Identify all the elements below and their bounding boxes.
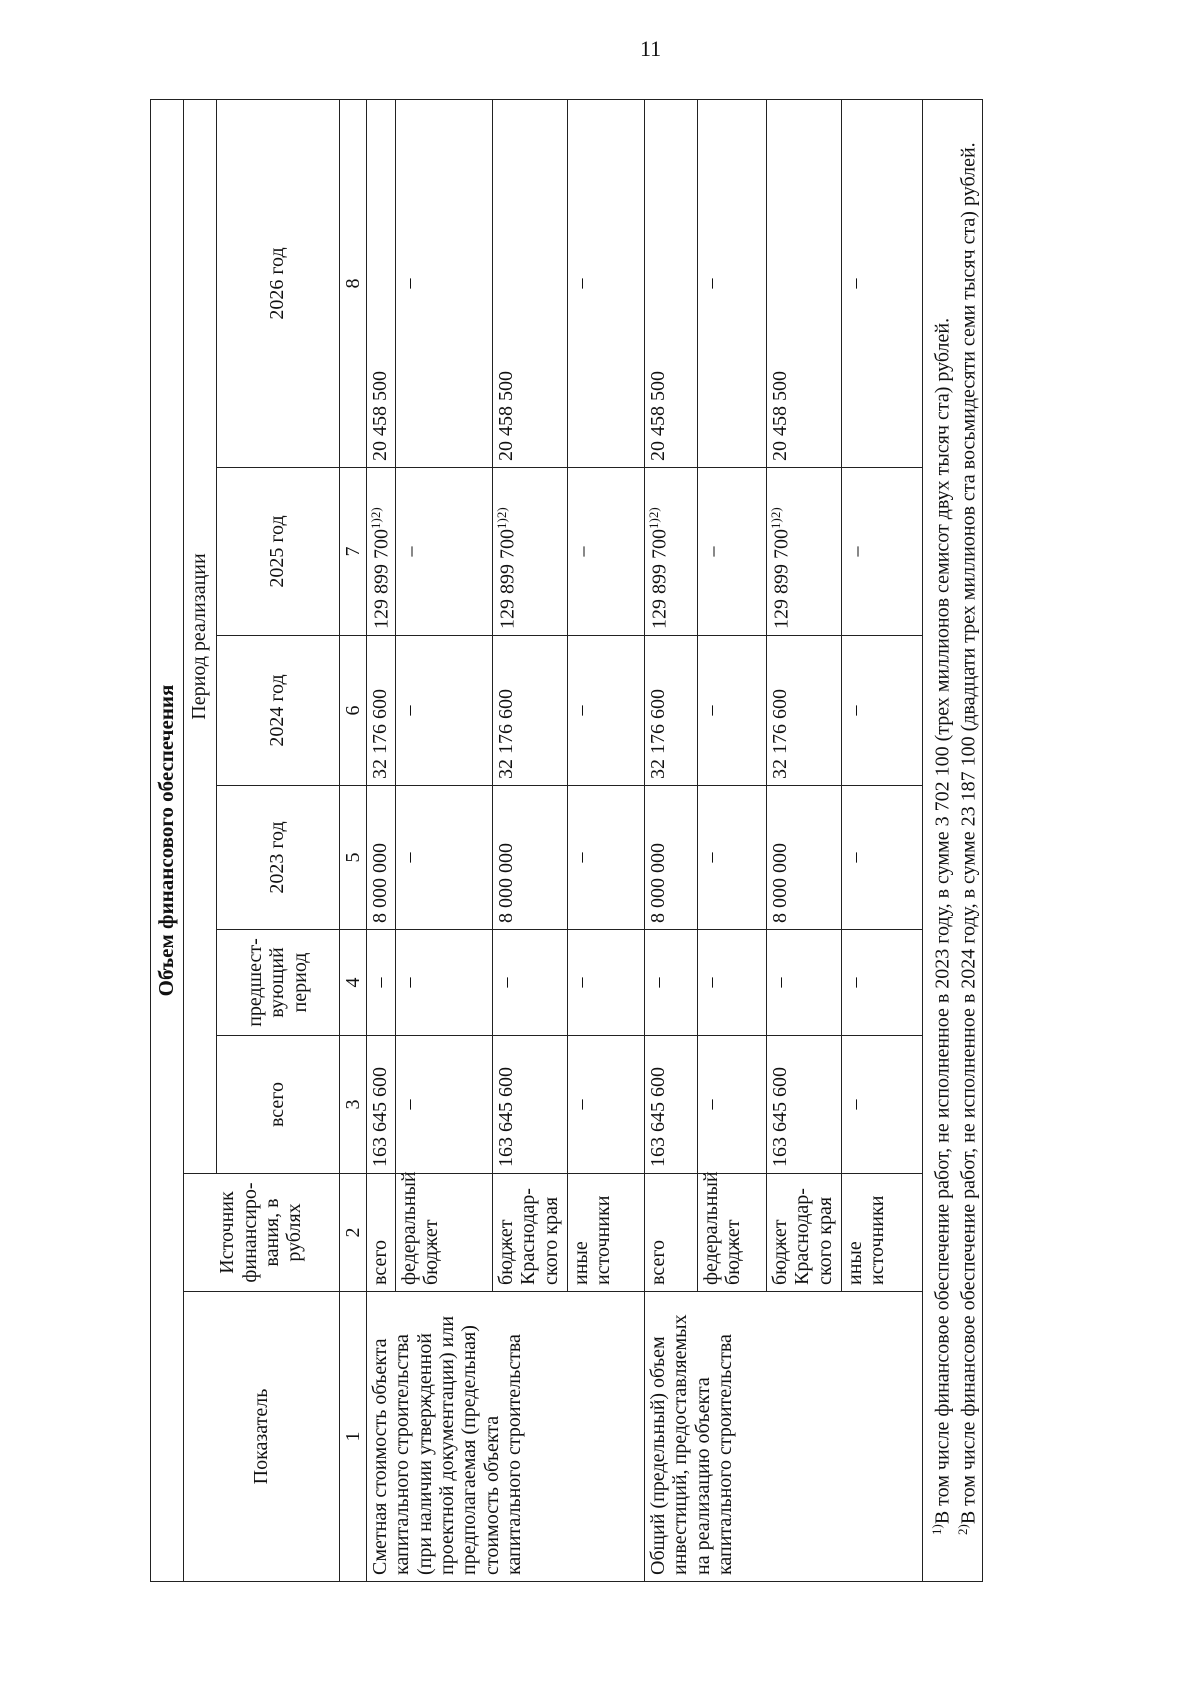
total-cell: 163 645 600 bbox=[366, 1036, 395, 1174]
y2024-cell: 32 176 600 bbox=[492, 636, 567, 786]
y2025-cell bbox=[841, 468, 922, 636]
y2025-value: – bbox=[571, 546, 594, 557]
y2025-cell bbox=[697, 468, 766, 636]
total-cell: – bbox=[567, 1036, 644, 1174]
y2024-cell: 32 176 600 bbox=[766, 636, 841, 786]
column-number: 2 bbox=[339, 1174, 366, 1292]
header-period: Период реализации bbox=[183, 99, 216, 1173]
column-number: 3 bbox=[339, 1036, 366, 1174]
header-source: Источник финансиро-вания, в рублях bbox=[183, 1174, 339, 1292]
source-cell: бюджет Краснодар-ского края bbox=[766, 1174, 841, 1292]
source-cell: всего bbox=[366, 1174, 395, 1292]
y2026-cell: – bbox=[567, 99, 644, 467]
total-cell: – bbox=[395, 1036, 492, 1174]
source-cell: иные источники bbox=[841, 1174, 922, 1292]
table-title: Объем финансового обеспечения bbox=[151, 99, 184, 1581]
indicator-estimated-cost: Сметная стоимость объекта капитального строительства (при наличии утвержденной проектной документации) или предполагаемая (предельная) стоимость объекта капитального строительства bbox=[366, 1292, 644, 1582]
y2026-cell: – bbox=[697, 99, 766, 467]
source-cell: федеральный бюджет bbox=[697, 1174, 766, 1292]
y2024-cell: – bbox=[567, 636, 644, 786]
table-row bbox=[366, 99, 395, 1581]
total-cell: 163 645 600 bbox=[492, 1036, 567, 1174]
y2025-cell bbox=[395, 468, 492, 636]
previous-cell: – bbox=[697, 930, 766, 1036]
y2023-cell: – bbox=[697, 786, 766, 930]
y2023-cell: – bbox=[395, 786, 492, 930]
column-number: 4 bbox=[339, 930, 366, 1036]
header-2026: 2026 год bbox=[216, 99, 339, 467]
header-indicator: Показатель bbox=[183, 1292, 339, 1582]
footnote-ref: 1)2) bbox=[367, 507, 383, 529]
column-number: 1 bbox=[339, 1292, 366, 1582]
table-row bbox=[644, 99, 697, 1581]
footnotes bbox=[922, 99, 982, 1581]
y2025-value: – bbox=[399, 546, 422, 557]
y2026-cell: 20 458 500 bbox=[644, 99, 697, 467]
y2025-value: – bbox=[845, 546, 868, 557]
y2025-value: 129 899 700 bbox=[370, 529, 393, 629]
y2025-cell bbox=[492, 468, 567, 636]
y2024-cell: – bbox=[395, 636, 492, 786]
previous-cell: – bbox=[841, 930, 922, 1036]
total-cell: – bbox=[841, 1036, 922, 1174]
y2025-cell bbox=[366, 468, 395, 636]
financing-table bbox=[150, 99, 983, 1582]
footnote-mark: 2) bbox=[954, 1524, 970, 1535]
y2025-value: – bbox=[701, 546, 724, 557]
y2026-cell: 20 458 500 bbox=[766, 99, 841, 467]
y2025-value: 129 899 700 bbox=[648, 529, 671, 629]
previous-cell: – bbox=[567, 930, 644, 1036]
footnote-mark: 1) bbox=[928, 1524, 944, 1535]
footnote-text: В том числе финансовое обеспечение работ, не исполненное в 2023 году, в сумме 3 702 100 (трех миллионов семисот двух тысяч ста) рублей. bbox=[931, 317, 954, 1525]
y2023-cell: – bbox=[841, 786, 922, 930]
y2023-cell: 8 000 000 bbox=[366, 786, 395, 930]
y2026-cell: – bbox=[841, 99, 922, 467]
column-number: 7 bbox=[339, 468, 366, 636]
previous-cell: – bbox=[644, 930, 697, 1036]
rotated-table-container bbox=[150, 100, 1072, 1582]
source-cell: бюджет Краснодар-ского края bbox=[492, 1174, 567, 1292]
y2023-cell: 8 000 000 bbox=[644, 786, 697, 930]
footnote-ref: 1)2) bbox=[767, 507, 783, 529]
y2025-value: 129 899 700 bbox=[496, 529, 519, 629]
source-cell: федеральный бюджет bbox=[395, 1174, 492, 1292]
previous-cell: – bbox=[366, 930, 395, 1036]
footnote-1 bbox=[929, 106, 955, 1575]
total-cell: 163 645 600 bbox=[644, 1036, 697, 1174]
footnote-ref: 1)2) bbox=[645, 507, 661, 529]
header-previous: предшест-вующий период bbox=[216, 930, 339, 1036]
y2025-cell bbox=[567, 468, 644, 636]
y2025-value: 129 899 700 bbox=[770, 529, 793, 629]
y2023-cell: 8 000 000 bbox=[492, 786, 567, 930]
y2026-cell: – bbox=[395, 99, 492, 467]
header-2025: 2025 год bbox=[216, 468, 339, 636]
previous-cell: – bbox=[492, 930, 567, 1036]
column-number: 6 bbox=[339, 636, 366, 786]
source-cell: всего bbox=[644, 1174, 697, 1292]
y2024-cell: – bbox=[841, 636, 922, 786]
indicator-investment-volume: Общий (предельный) объем инвестиций, предоставляемых на реализацию объекта капитального строительства bbox=[644, 1292, 922, 1582]
page-number: 11 bbox=[640, 36, 662, 61]
y2024-cell: – bbox=[697, 636, 766, 786]
y2025-cell bbox=[766, 468, 841, 636]
y2024-cell: 32 176 600 bbox=[644, 636, 697, 786]
y2024-cell: 32 176 600 bbox=[366, 636, 395, 786]
y2023-cell: – bbox=[567, 786, 644, 930]
total-cell: 163 645 600 bbox=[766, 1036, 841, 1174]
header-total: всего bbox=[216, 1036, 339, 1174]
header-2023: 2023 год bbox=[216, 786, 339, 930]
header-2024: 2024 год bbox=[216, 636, 339, 786]
total-cell: – bbox=[697, 1036, 766, 1174]
y2026-cell: 20 458 500 bbox=[492, 99, 567, 467]
y2023-cell: 8 000 000 bbox=[766, 786, 841, 930]
previous-cell: – bbox=[395, 930, 492, 1036]
previous-cell: – bbox=[766, 930, 841, 1036]
footnote-2 bbox=[955, 106, 981, 1575]
footnote-text: В том числе финансовое обеспечение работ, не исполненное в 2024 году, в сумме 23 187 100 (двадцати трех миллионов ста восьмидесяти семи тысяч ста) рублей. bbox=[957, 142, 980, 1525]
y2026-cell: 20 458 500 bbox=[366, 99, 395, 467]
column-number: 8 bbox=[339, 99, 366, 467]
y2025-cell bbox=[644, 468, 697, 636]
footnote-ref: 1)2) bbox=[493, 507, 509, 529]
source-cell: иные источники bbox=[567, 1174, 644, 1292]
column-number: 5 bbox=[339, 786, 366, 930]
